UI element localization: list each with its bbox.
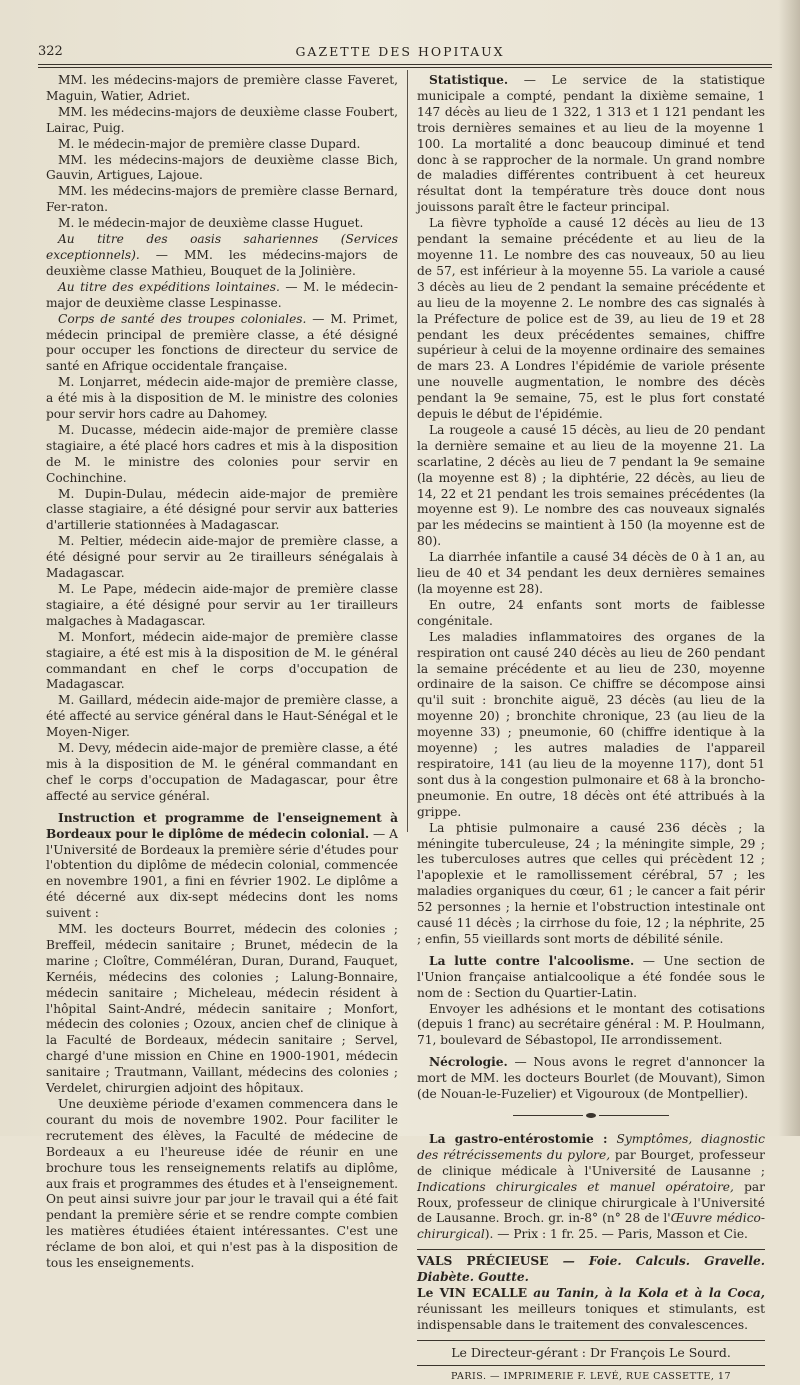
book-notice [417,1132,765,1243]
paragraph: Envoyer les adhésions et le montant des cotisations (depuis 1 franc) au secrétaire général : M. P. Houlmann, 71, boulevard de Sébastopol, IIe arrondissement. [417,1001,766,1048]
printer-line: PARIS. — IMPRIMERIE F. LEVÉ, RUE CASSETTE, 17 [417,1365,765,1385]
section-rule [417,1249,765,1250]
paragraph: En outre, 24 enfants sont morts de faiblesse congénitale. [417,597,765,628]
director-line: Le Directeur-gérant : Dr François Le Sourd. [451,1344,731,1360]
ad-brand: Le VIN ECALLE [417,1286,527,1301]
italic-heading: Corps de santé des troupes coloniales. [58,311,307,326]
paragraph: Les maladies inflammatoires des organes de la respiration ont causé 240 décès au lieu de 260 pendant la semaine précédente et au lieu de 230, moyenne ordinaire de la saison. Ce chiffre se décompose ainsi qu'il suit : bronchite aiguë, 23 décès (au lieu de la moyenne 20) ; bronchite chronique, 23 (au lieu de la moyenne 33) ; pneumonie, 60 (chiffre identique à la moyenne) ; les autres maladies de l'appareil respiratoire, 141 (au lieu de la moyenne 117), dont 51 sont dus à la congestion pulmonaire et 68 à la broncho-pneumonie. En outre, 18 décès ont été attribués à la grippe. [417,629,765,819]
article-heading: Nécrologie. [429,1055,508,1070]
paragraph-text: — A l'Université de Bordeaux la première série d'études pour l'obtention du diplôme de médecin colonial, commencée en novembre 1901, a fini en février 1902. Le diplôme a été décerné aux dix-sept médecins dont les noms suivent : [46,826,399,921]
article-heading: Instruction et programme de l'enseignement à Bordeaux pour le diplôme de médecin colonial. [46,810,398,841]
paragraph-text: ). — Prix : 1 fr. 25. — Paris, Masson et Cie. [484,1227,748,1242]
paragraph: M. le médecin-major de deuxième classe Huguet. [58,216,364,231]
paragraph: MM. les docteurs Bourret, médecin des colonies ; Breffeil, médecin sanitaire ; Brunet, médecin de la marine ; Cloître, Comméléran, Duran, Durand, Fauquet, Kernéis, médecins des colonies ; Lalung-Bonnaire, médecin sanitaire ; Micheleau, médecin résident à l'hôpital Saint-André, médecin sanitaire ; Monfort, médecin des colonies ; Ozoux, ancien chef de clinique à la Faculté de Bordeaux, médecin sanitaire ; Servel, chargé d'une mission en Chine en 1900-1901, médecin sanitaire ; Trautmann, Vaillant, médecins des colonies ; Verdelet, chirurgien adjoint des hôpitaux. [46,922,398,1096]
paragraph-text: par Roux, professeur de clinique chirurgicale à l'Université de Lausanne. Broch. gr. in-8° (n° 28 de l' [417,1179,765,1226]
article-necrologie [417,1055,765,1103]
paragraph: M. Devy, médecin aide-major de première classe, a été mis à la disposition de M. le général commandant en chef le corps d'occupation de Madagascar, pour être affecté au service général. [46,741,398,803]
italic-heading: Au titre des expéditions lointaines. [58,279,280,294]
paragraph: M. Gaillard, médecin aide-major de première classe, a été affecté au service général dans le Haut-Sénégal et le Moyen-Niger. [46,693,398,740]
page-header [38,44,762,64]
article-bordeaux [46,811,398,922]
paragraph [46,312,398,376]
paragraph: Une deuxième période d'examen commencera dans le courant du mois de novembre 1902. Pour faciliter le recrutement des élèves, la Faculté de médecine de Bordeaux a eu l'heureuse idée de réunir en une brochure tous les renseignements relatifs au diplôme, aux frais et programmes des études et à l'enseignement. On peut ainsi suivre jour par jour le travail qui a été fait pendant la première série et se rendre compte combien les matières étudiées étaient intéressantes. C'est une réclame de bon aloi, et qui n'est pas à la disposition de tous les enseignements. [46,1097,398,1271]
paragraph-text: — M. le médecin-major de deuxième classe Lespinasse. [46,279,399,310]
advertisement-vals [417,1254,765,1286]
italic-text: Œuvre médico-chirurgical [417,1211,765,1242]
column-divider [407,70,408,832]
paragraph-text: par Bourget, professeur de clinique médicale à l'Université de Lausanne ; [417,1147,765,1178]
paragraph [46,280,398,312]
paragraph: La rougeole a causé 15 décès, au lieu de 20 pendant la dernière semaine et au lieu de la moyenne 21. La scarlatine, 2 décès au lieu de 7 pendant la 9e semaine (la moyenne est 8) ; la diphtérie, 22 décès, au lieu de 14, 22 et 21 pendant les trois semaines précédentes (la moyenne est 9). Le nombre des cas nouveaux signalés par les médecins se maintient à 150 (la moyenne est de 80). [417,422,765,549]
italic-text: Symptômes, diagnostic des rétrécissements du pylore, [417,1131,765,1162]
paragraph: M. Dupin-Dulau, médecin aide-major de première classe stagiaire, a été désigné pour servir aux batteries d'artillerie stationnées à Madagascar. [46,486,398,533]
paragraph-text: — Nous avons le regret d'annoncer la mort de MM. les docteurs Bourlet (de Mouvant), Simon (de Nouan-le-Fuzelier) et Vigouroux (de Montpellier). [417,1055,765,1102]
paragraph: M. Lonjarret, médecin aide-major de première classe, a été mis à la disposition de M. le ministre des colonies pour servir hors cadre au Dahomey. [46,375,398,422]
paragraph: MM. les médecins-majors de deuxième classe Bich, Gauvin, Artigues, Lajoue. [46,152,398,183]
advertisement-vin [417,1286,765,1334]
ad-brand: VALS PRÉCIEUSE [417,1254,549,1269]
paragraph: La phtisie pulmonaire a causé 236 décès ; la méningite tuberculeuse, 24 ; la méningite simple, 29 ; les tuberculoses autres que celles qui précèdent 12 ; l'apoplexie et le ramollissement cérébral, 57 ; les maladies organiques du cœur, 61 ; le cancer a fait périr 52 personnes ; la hernie et l'obstruction intestinale ont causé 11 décès ; la cirrhose du foie, 12 ; la néphrite, 25 ; enfin, 55 vieillards sont morts de débilité sénile. [417,820,765,946]
paragraph: M. Monfort, médecin aide-major de première classe stagiaire, a été est mis à la disposition de M. le général commandant en chef le corps d'occupation de Madagascar. [46,629,398,692]
paragraph-text: — M. Primet, médecin principal de première classe, a été désigné pour occuper les fonctions de directeur du service de santé en Afrique occidentale française. [46,311,398,374]
ad-text: réunissant les meilleurs toniques et stimulants, est indispensable dans le traitement des convalescences. [417,1301,765,1332]
italic-heading: Au titre des oasis sahariennes (Services exceptionnels). [46,232,398,262]
page-number: 322 [38,44,63,59]
running-title: GAZETTE DES HOPITAUX [295,44,505,59]
article-heading: La lutte contre l'alcoolisme. [429,953,635,968]
paragraph: M. Le Pape, médecin aide-major de première classe stagiaire, a été désigné pour servir au 1er tirailleurs malgaches à Madagascar. [46,582,398,628]
ad-italic: au Tanin, à la Kola et à la Coca, [527,1286,765,1301]
ornament-divider [417,1108,765,1124]
section-rule [417,1340,765,1341]
paragraph-text: — MM. les médecins-majors de deuxième classe Mathieu, Bouquet de la Jolinière. [46,247,398,278]
paragraph: La diarrhée infantile a causé 34 décès de 0 à 1 an, au lieu de 40 et 34 pendant les deux dernières semaines (la moyenne est 28). [417,550,765,596]
paragraph: MM. les médecins-majors de première classe Bernard, Fer-raton. [46,184,398,215]
paragraph: M. Ducasse, médecin aide-major de première classe stagiaire, a été placé hors cadres et mis à la disposition de M. le ministre des colonies pour servir en Cochinchine. [46,422,398,485]
article-alcoolisme [417,954,765,1002]
page-edge-shadow [778,0,800,1136]
header-rule [38,64,772,68]
left-column [46,73,398,1272]
paragraph [46,232,398,280]
paragraph: La fièvre typhoïde a causé 12 décès au lieu de 13 pendant la semaine précédente et au lieu de la moyenne 11. Le nombre des cas nouveaux, 50 au lieu de 57, est inférieur à la moyenne 55. La variole a causé 3 décès au lieu de 2 pendant la semaine précédente et au lieu de la moyenne 2. Le nombre des cas signalés à la Préfecture de police est de 39, au lieu de 19 et 28 pendant les deux précédentes semaines, chiffre supérieur à celui de la moyenne ordinaire des semaines de mars 23. A Londres l'épidémie de variole présente une nouvelle augmentation, le nombre des décès pendant la 9e semaine, 75, est le plus fort constaté depuis le début de l'épidémie. [417,216,765,422]
paragraph-text: — Une section de l'Union française antialcoolique a été fondée sous le nom de : Section du Quartier-Latin. [417,953,765,1000]
italic-text: Indications chirurgicales et manuel opératoire, [417,1179,734,1194]
paragraph: M. le médecin-major de première classe Dupard. [58,136,361,151]
paragraph: MM. les médecins-majors de première classe Faveret, Maguin, Watier, Adriet. [46,73,398,103]
article-heading: Statistique. [429,73,509,87]
article-statistique [417,73,765,216]
right-column [417,73,765,1385]
paragraph: MM. les médecins-majors de deuxième classe Foubert, Lairac, Puig. [46,104,398,135]
article-heading: La gastro-entérostomie : [429,1131,608,1146]
ad-text: — Foie. Calculs. Gravelle. Diabète. Goutte. [417,1254,765,1285]
paragraph-text: — Le service de la statistique municipale a compté, pendant la dixième semaine, 1 147 décès au lieu de 1 322, 1 313 et 1 121 pendant les trois dernières semaines et au lieu de la moyenne 1 100. La mortalité a donc beaucoup diminué et tend donc à se rapprocher de la normale. Un grand nombre de maladies différentes contribuent à cet heureux résultat dont la température très douce dont nous jouissons paraît être le facteur principal. [417,73,765,215]
paragraph: M. Peltier, médecin aide-major de première classe, a été désigné pour servir au 2e tirailleurs sénégalais à Madagascar. [46,534,398,581]
